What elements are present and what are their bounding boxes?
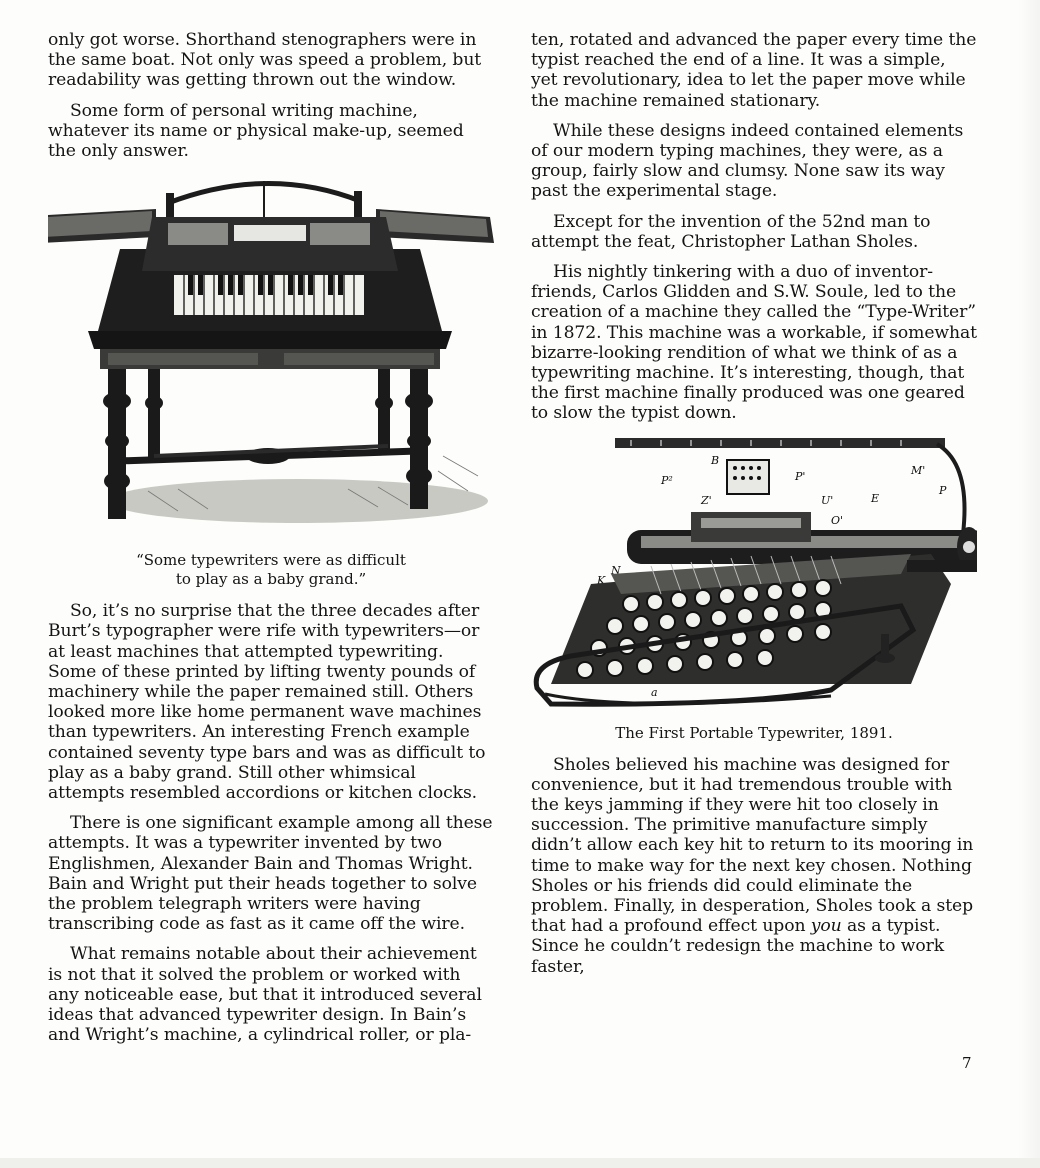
left-paragraph-4: There is one significant example among all these attempts. It was a typewriter invented by two Englishmen, Alexander Bain and Thomas Wright. Bain and Wright put their heads together to solve the problem telegraph writers were having transcribing code as fast as it came off the wire. <box>48 813 493 935</box>
right-paragraph-5-part-2: as a typist. Since he couldn’t redesign the machine to work faster, <box>531 916 945 977</box>
figure-2-caption: The First Portable Typewriter, 1891. <box>615 723 893 742</box>
right-paragraph-4: His nightly tinkering with a duo of inventor-friends, Carlos Glidden and S.W. Soule, led to the creation of a machine they called the “Type-Writer” in 1872. This machine was a workable, if somewhat bizarre-looking rendition of what we think of as a typewriting machine. It’s interesting, though, that the first machine finally produced was one geared to slow the typist down. <box>531 262 977 424</box>
right-column <box>531 30 977 987</box>
right-paragraph-3: Except for the invention of the 52nd man to attempt the feat, Christopher Lathan Sholes. <box>531 211 931 252</box>
left-paragraph-2: Some form of personal writing machine, whatever its name or physical make-up, seemed the only answer. <box>48 100 464 162</box>
svg-text:Z': Z' <box>701 493 712 507</box>
svg-text:a: a <box>651 685 658 699</box>
portable-typewriter-figure <box>531 434 977 743</box>
figure-1-caption <box>48 551 494 589</box>
piano-typewriter-illustration <box>48 171 494 545</box>
right-paragraph-5-emphasis: you <box>810 916 842 937</box>
page-edge-shadow <box>1018 0 1040 1168</box>
figure-1-caption-line-2: to play as a baby grand.” <box>175 570 367 589</box>
svg-text:M': M' <box>911 463 926 477</box>
svg-text:B: B <box>711 453 720 467</box>
right-paragraph-5 <box>531 755 977 977</box>
piano-typewriter-figure <box>48 171 494 589</box>
svg-text:E: E <box>871 491 880 505</box>
page-number: 7 <box>962 1054 972 1072</box>
svg-text:U': U' <box>821 493 834 507</box>
left-column <box>48 30 494 1055</box>
left-paragraph-5: What remains notable about their achievement is not that it solved the problem or worked with any noticeable ease, but that it introduced several ideas that advanced typewriter design. In Bain’s and Wright’s machine, a cylindrical roller, or pla- <box>48 944 482 1046</box>
svg-text:N: N <box>611 563 621 577</box>
right-paragraph-1: ten, rotated and advanced the paper every time the typist reached the end of a line. It was a simple, yet revolutionary, idea to let the paper move while the machine remained stationary. <box>531 30 977 111</box>
left-paragraph-3: So, it’s no surprise that the three decades after Burt’s typographer were rife with typewriters—or at least machines that attempted typewriting. Some of these printed by lifting twenty pounds of machinery while the paper remained still. Others looked more like home permanent wave machines than typewriters. An interesting French example contained seventy type bars and was as difficult to play as a baby grand. Still other whimsical attempts resembled accordions or kitchen clocks. <box>48 601 486 804</box>
portable-typewriter-illustration <box>531 434 977 718</box>
right-paragraph-2: While these designs indeed contained elements of our modern typing machines, they were, as a group, fairly slow and clumsy. None saw its way past the experimental stage. <box>531 120 964 202</box>
page-bottom-edge <box>0 1158 1040 1168</box>
svg-text:O': O' <box>831 513 844 527</box>
figure-1-caption-line-1: “Some typewriters were as difficult <box>136 551 406 570</box>
svg-text:P²: P² <box>661 473 673 487</box>
left-paragraph-1: only got worse. Shorthand stenographers were in the same boat. Not only was speed a problem, but readability was getting thrown out the window. <box>48 30 482 91</box>
svg-text:P': P' <box>795 469 806 483</box>
svg-text:K: K <box>597 573 606 587</box>
svg-text:P: P <box>939 483 947 497</box>
right-paragraph-5-part-1: Sholes believed his machine was designed for convenience, but it had tremendous trouble with the keys jamming if they were hit too closely in succession. The primitive manufacture simply didn’t allow each key hit to return to its mooring in time to make way for the next key chosen. Nothing Sholes or his friends did could eliminate the problem. Finally, in desperation, Sholes took a step that had a profound effect upon <box>531 754 974 937</box>
